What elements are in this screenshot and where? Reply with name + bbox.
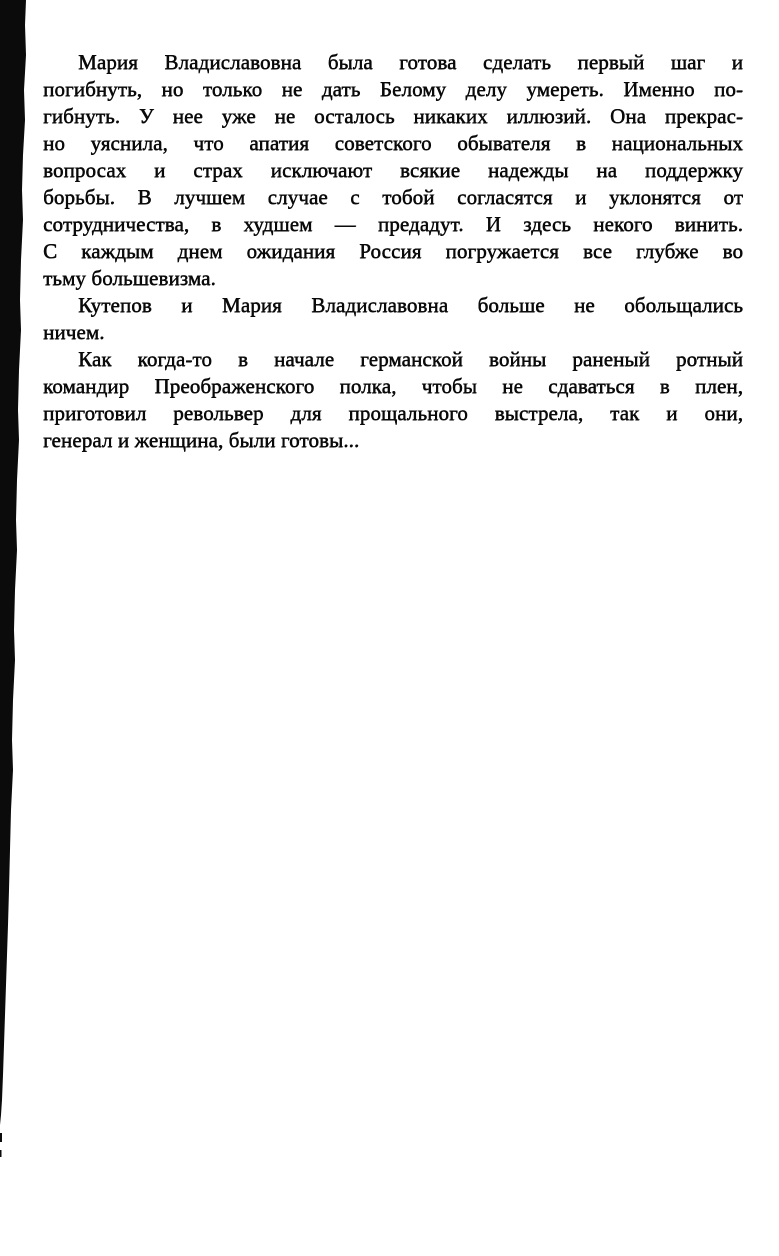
text-line: Как когда-то в начале германской войны раненый ротный <box>78 347 743 371</box>
binding-shadow-shape <box>0 0 26 1125</box>
text-line: приготовил револьвер для прощального выстрела, так и они, <box>43 401 743 425</box>
text-line: С каждым днем ожидания Россия погружается все глубже во <box>43 239 743 263</box>
text-line: тьму большевизма. <box>43 266 216 290</box>
text-line: борьбы. В лучшем случае с тобой согласятся и уклонятся от <box>43 185 743 209</box>
scan-binding-shadow <box>0 0 40 1200</box>
text-line: Кутепов и Мария Владиславовна больше не обольщались <box>78 293 743 317</box>
paragraph <box>43 49 743 292</box>
text-line: Мария Владиславовна была готова сделать первый шаг и <box>78 50 743 74</box>
text-line: вопросах и страх исключают всякие надежды на поддержку <box>43 158 743 182</box>
text-line: ничем. <box>43 320 105 344</box>
text-line: гибнуть. У нее уже не осталось никаких иллюзий. Она прекрас- <box>43 104 743 128</box>
paragraph <box>43 346 743 454</box>
text-line: погибнуть, но только не дать Белому делу умереть. Именно по- <box>43 77 743 101</box>
text-line: но уяснила, что апатия советского обывателя в национальных <box>43 131 743 155</box>
paragraph <box>43 292 743 346</box>
text-line: сотрудничества, в худшем — предадут. И здесь некого винить. <box>43 212 743 236</box>
scan-speckle <box>0 1150 2 1157</box>
scan-speckle <box>0 1133 2 1142</box>
page-text <box>43 49 743 454</box>
text-line: командир Преображенского полка, чтобы не сдаваться в плен, <box>43 374 743 398</box>
text-line: генерал и женщина, были готовы... <box>43 428 360 452</box>
